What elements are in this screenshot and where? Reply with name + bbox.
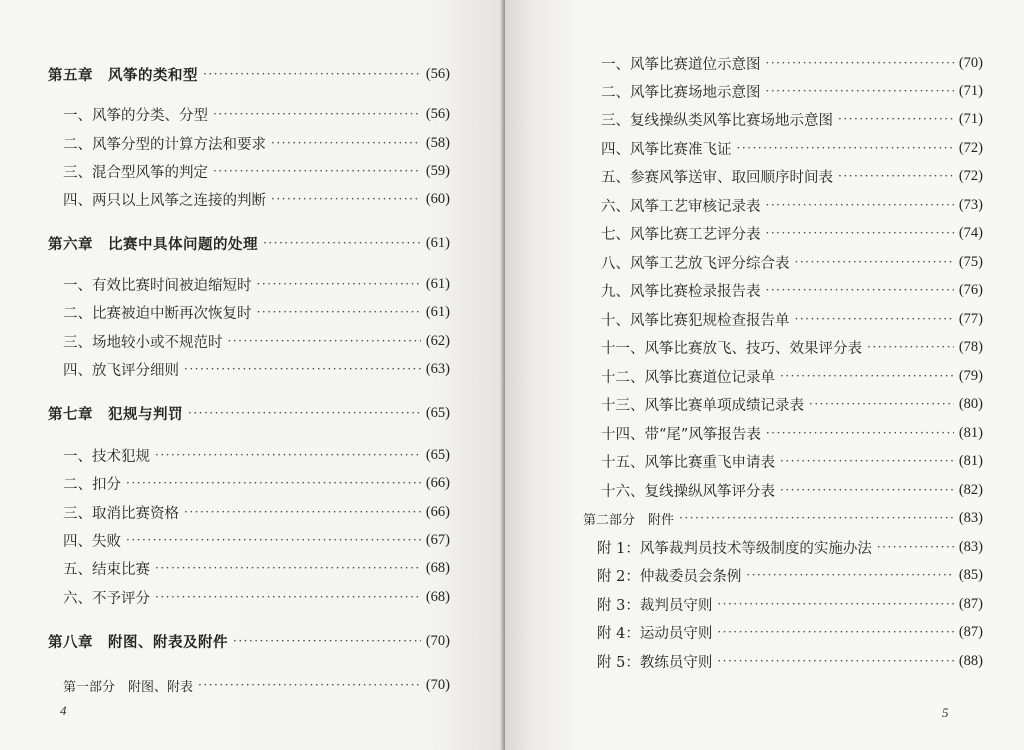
toc-leader — [766, 283, 954, 297]
toc-leader — [203, 67, 421, 81]
toc-page: (88) — [958, 652, 983, 669]
toc-page: (72) — [958, 139, 983, 156]
toc-leader — [877, 540, 954, 554]
toc-leader — [766, 198, 954, 212]
toc-item — [601, 478, 983, 502]
toc-title: 五、参赛风筝送审、取回顺序时间表 — [601, 169, 833, 186]
toc-page: (61) — [425, 275, 450, 292]
toc-title: 第八章 附图、附表及附件 — [48, 634, 228, 651]
toc-title: 第六章 比赛中具体问题的处理 — [48, 236, 258, 253]
toc-leader — [257, 305, 421, 319]
toc-page: (62) — [425, 332, 450, 349]
toc-item — [601, 107, 983, 131]
toc-page: (61) — [425, 303, 450, 320]
toc-item — [597, 592, 983, 616]
toc-leader — [795, 312, 954, 326]
toc-item — [601, 364, 983, 388]
toc-leader — [155, 561, 421, 575]
toc-item — [63, 443, 450, 467]
right-page — [505, 0, 1024, 750]
toc-page: (65) — [425, 404, 450, 421]
toc-leader — [809, 397, 954, 411]
toc-leader — [746, 568, 953, 582]
toc-title: 一、风筝的分类、分型 — [63, 107, 208, 124]
toc-title: 十五、风筝比赛重飞申请表 — [601, 454, 775, 471]
toc-item — [63, 528, 450, 552]
toc-page: (78) — [958, 338, 983, 355]
toc-item — [63, 471, 450, 495]
toc-leader — [155, 448, 421, 462]
toc-title: 七、风筝比赛工艺评分表 — [601, 226, 761, 243]
toc-leader — [126, 533, 421, 547]
toc-leader — [766, 56, 954, 70]
left-page — [0, 0, 505, 750]
toc-chapter — [48, 62, 450, 86]
toc-page: (76) — [958, 281, 983, 298]
toc-title: 四、两只以上风筝之连接的判断 — [63, 192, 266, 209]
toc-item — [63, 187, 450, 211]
toc-title: 六、不予评分 — [63, 590, 150, 607]
toc-title: 十二、风筝比赛道位记录单 — [601, 369, 775, 386]
toc-item — [601, 278, 983, 302]
toc-item — [63, 102, 450, 126]
toc-page: (87) — [958, 595, 983, 612]
toc-page: (83) — [958, 509, 983, 526]
toc-item — [601, 51, 983, 75]
toc-item — [63, 272, 450, 296]
toc-leader — [263, 236, 421, 250]
toc-page: (71) — [958, 110, 983, 127]
toc-page: (61) — [425, 234, 450, 251]
toc-item — [63, 357, 450, 381]
toc-item — [601, 193, 983, 217]
toc-page: (60) — [425, 190, 450, 207]
toc-item — [601, 136, 983, 160]
toc-chapter — [48, 231, 450, 255]
toc-page: (68) — [425, 559, 450, 576]
toc-page: (87) — [958, 623, 983, 640]
toc-leader — [766, 426, 954, 440]
toc-item — [597, 649, 983, 673]
toc-title: 四、放飞评分细则 — [63, 362, 179, 379]
toc-leader — [737, 141, 954, 155]
toc-title: 十六、复线操纵风筝评分表 — [601, 483, 775, 500]
toc-page: (66) — [425, 474, 450, 491]
toc-title: 四、失败 — [63, 533, 121, 550]
toc-title: 三、场地较小或不规范时 — [63, 334, 223, 351]
toc-leader — [257, 277, 421, 291]
toc-page: (83) — [958, 538, 983, 555]
page-number: 5 — [942, 705, 949, 720]
toc-title: 十三、风筝比赛单项成绩记录表 — [601, 397, 804, 414]
toc-page: (59) — [425, 162, 450, 179]
toc-leader — [233, 634, 421, 648]
left-toc — [0, 0, 505, 750]
toc-title: 附 3：裁判员守则 — [597, 597, 713, 614]
toc-page: (77) — [958, 310, 983, 327]
toc-leader — [271, 192, 421, 206]
toc-title: 八、风筝工艺放飞评分综合表 — [601, 255, 790, 272]
toc-title: 三、混合型风筝的判定 — [63, 164, 208, 181]
toc-item — [597, 535, 983, 559]
toc-leader — [679, 511, 954, 525]
toc-title: 十一、风筝比赛放飞、技巧、效果评分表 — [601, 340, 862, 357]
toc-leader — [271, 136, 421, 150]
toc-page: (71) — [958, 82, 983, 99]
toc-page: (70) — [425, 632, 450, 649]
toc-leader — [155, 590, 421, 604]
toc-leader — [126, 476, 421, 490]
toc-title: 四、风筝比赛准飞证 — [601, 141, 732, 158]
toc-leader — [766, 226, 954, 240]
toc-item — [601, 449, 983, 473]
toc-item — [63, 300, 450, 324]
toc-page: (63) — [425, 360, 450, 377]
toc-page: (79) — [958, 367, 983, 384]
toc-item — [63, 329, 450, 353]
toc-title: 一、技术犯规 — [63, 448, 150, 465]
page-number: 4 — [60, 703, 67, 718]
toc-page: (70) — [958, 54, 983, 71]
toc-page: (74) — [958, 224, 983, 241]
toc-title: 一、有效比赛时间被迫缩短时 — [63, 277, 252, 294]
toc-page: (85) — [958, 566, 983, 583]
toc-page: (81) — [958, 424, 983, 441]
toc-leader — [213, 164, 421, 178]
toc-item — [63, 556, 450, 580]
toc-leader — [228, 334, 421, 348]
toc-title: 一、风筝比赛道位示意图 — [601, 56, 761, 73]
toc-title: 二、比赛被迫中断再次恢复时 — [63, 305, 252, 322]
toc-part — [583, 506, 983, 530]
toc-title: 附 1：风筝裁判员技术等级制度的实施办法 — [597, 540, 872, 557]
toc-item — [63, 159, 450, 183]
toc-title: 第二部分 附件 — [583, 512, 675, 528]
toc-item — [601, 307, 983, 331]
toc-leader — [198, 678, 421, 692]
toc-item — [63, 500, 450, 524]
toc-title: 第七章 犯规与判罚 — [48, 406, 183, 423]
toc-leader — [213, 107, 421, 121]
toc-leader — [867, 340, 954, 354]
toc-title: 六、风筝工艺审核记录表 — [601, 198, 761, 215]
toc-leader — [795, 255, 954, 269]
toc-page: (73) — [958, 196, 983, 213]
toc-leader — [838, 112, 954, 126]
toc-title: 附 2：仲裁委员会条例 — [597, 568, 742, 585]
toc-page: (75) — [958, 253, 983, 270]
toc-page: (56) — [425, 105, 450, 122]
toc-title: 五、结束比赛 — [63, 561, 150, 578]
toc-title: 二、风筝比赛场地示意图 — [601, 84, 761, 101]
toc-part — [63, 673, 450, 697]
toc-page: (67) — [425, 531, 450, 548]
toc-title: 十四、带“尾”风筝报告表 — [601, 426, 761, 443]
toc-item — [601, 79, 983, 103]
toc-title: 附 5：教练员守则 — [597, 654, 713, 671]
toc-item — [63, 585, 450, 609]
toc-title: 三、取消比赛资格 — [63, 505, 179, 522]
toc-page: (80) — [958, 395, 983, 412]
toc-page: (56) — [425, 65, 450, 82]
toc-item — [597, 620, 983, 644]
toc-item — [601, 392, 983, 416]
toc-item — [601, 335, 983, 359]
toc-item — [601, 250, 983, 274]
toc-leader — [184, 505, 421, 519]
toc-leader — [188, 406, 421, 420]
toc-leader — [184, 362, 421, 376]
toc-item — [597, 563, 983, 587]
toc-title: 三、复线操纵类风筝比赛场地示意图 — [601, 112, 833, 129]
toc-title: 二、扣分 — [63, 476, 121, 493]
toc-chapter — [48, 401, 450, 425]
toc-item — [601, 164, 983, 188]
toc-title: 九、风筝比赛检录报告表 — [601, 283, 761, 300]
toc-title: 第一部分 附图、附表 — [63, 679, 194, 695]
toc-title: 十、风筝比赛犯规检查报告单 — [601, 312, 790, 329]
toc-page: (58) — [425, 134, 450, 151]
toc-leader — [717, 654, 953, 668]
toc-chapter — [48, 629, 450, 653]
toc-title: 二、风筝分型的计算方法和要求 — [63, 136, 266, 153]
toc-leader — [717, 625, 953, 639]
toc-page: (82) — [958, 481, 983, 498]
toc-leader — [717, 597, 953, 611]
toc-leader — [780, 454, 954, 468]
toc-item — [601, 421, 983, 445]
toc-leader — [780, 369, 954, 383]
right-toc — [505, 0, 1024, 750]
toc-page: (72) — [958, 167, 983, 184]
toc-page: (81) — [958, 452, 983, 469]
toc-item — [601, 221, 983, 245]
toc-page: (68) — [425, 588, 450, 605]
toc-page: (66) — [425, 503, 450, 520]
toc-page: (70) — [425, 676, 450, 693]
toc-title: 第五章 风筝的类和型 — [48, 67, 198, 84]
toc-leader — [766, 84, 954, 98]
toc-leader — [780, 483, 954, 497]
toc-leader — [838, 169, 954, 183]
toc-page: (65) — [425, 446, 450, 463]
toc-title: 附 4：运动员守则 — [597, 625, 713, 642]
toc-item — [63, 131, 450, 155]
